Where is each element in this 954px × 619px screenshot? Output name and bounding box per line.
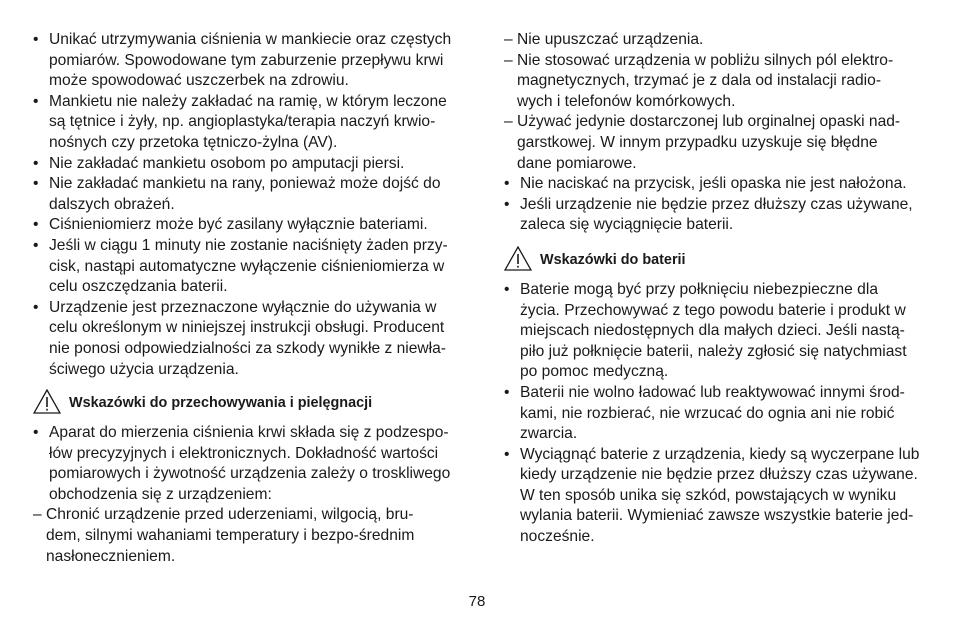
text-line: Mankietu nie należy zakładać na ramię, w którym leczone (49, 92, 447, 110)
text-line: Baterii nie wolno ładować lub reaktywować innymi środ- (520, 383, 905, 401)
text-line: Używać jedynie dostarczonej lub orginalnej opaski nad- (517, 113, 901, 131)
text-line: życia. Przechowywać z tego powodu baterie i produkt w (520, 301, 906, 319)
battery-heading-text: Wskazówki do baterii (540, 251, 686, 268)
text-line: cisk, nastąpi automatyczne wyłączenie ciśnieniomierza w (49, 257, 445, 275)
dash-mark: – (504, 31, 513, 48)
left-bullets-top (33, 30, 466, 380)
dash-mark: – (33, 506, 42, 524)
text-line: dem, silnymi wahaniami temperatury i bezpo-średnim (46, 527, 415, 545)
bullet-item (504, 174, 922, 195)
text-line: zwarcia. (520, 425, 578, 443)
text-line: Nie upuszczać urządzenia. (517, 31, 704, 48)
text-line: obchodzenia się z urządzeniem: (49, 485, 272, 503)
bullet-mark: • (504, 175, 510, 193)
dash-item (504, 30, 922, 51)
bullet-mark: • (33, 175, 39, 193)
dash-mark: – (504, 113, 513, 131)
text-line: łów precyzyjnych i elektronicznych. Dokładność wartości (49, 444, 439, 462)
bullet-mark: • (504, 445, 510, 463)
bullet-item (504, 445, 922, 548)
bullet-mark: • (33, 216, 39, 234)
text-line: pomiarów. Spowodowane tym zaburzenie przepływu krwi (49, 51, 444, 69)
text-line: Aparat do mierzenia ciśnienia krwi składa się z podzespo- (49, 424, 449, 442)
battery-heading (504, 245, 922, 271)
text-line: Unikać utrzymywania ciśnienia w mankiecie oraz częstych (49, 31, 452, 48)
text-line: Jeśli urządzenie nie będzie przez dłuższy czas używane, (520, 195, 913, 213)
text-line: Nie naciskać na przycisk, jeśli opaska nie jest nałożona. (520, 175, 907, 193)
text-line: garstkowej. W innym przypadku uzyskuje się błędne (517, 133, 878, 151)
dash-item (504, 51, 922, 113)
text-line: pomiarowych i żywotność urządzenia zależy o troskliwego (49, 465, 451, 483)
left-bullets-bottom (33, 423, 466, 505)
text-line: ściwego użycia urządzenia. (49, 360, 239, 378)
bullet-item (33, 174, 466, 215)
warning-icon (504, 246, 532, 271)
right-bullets-top (504, 174, 922, 236)
text-line: celu określonym w niniejszej instrukcji obsługi. Producent (49, 319, 445, 337)
bullet-mark: • (33, 31, 39, 48)
text-line: kami, nie rozbierać, nie wrzucać do ognia ani nie robić (520, 404, 895, 422)
text-line: miejscach niedostępnych dla małych dzieci. Jeśli nastą- (520, 322, 905, 340)
text-line: kiedy urządzenie nie będzie przez dłuższy czas używane. (520, 466, 918, 484)
text-line: Ciśnieniomierz może być zasilany wyłącznie bateriami. (49, 216, 428, 234)
bullet-item (33, 30, 466, 92)
bullet-item (33, 92, 466, 154)
bullet-mark: • (33, 236, 39, 254)
text-line: magnetycznych, trzymać je z dala od instalacji radio- (517, 72, 882, 90)
text-line: wylania baterii. Wymieniać zawsze wszystkie baterie jed- (520, 507, 914, 525)
storage-care-heading (33, 388, 466, 414)
bullet-item (33, 423, 466, 505)
text-line: wych i telefonów komórkowych. (517, 92, 736, 110)
text-line: Jeśli w ciągu 1 minuty nie zostanie naciśnięty żaden przy- (49, 236, 448, 254)
bullet-item (33, 236, 466, 298)
text-line: Nie zakładać mankietu osobom po amputacji piersi. (49, 154, 405, 172)
text-line: celu oszczędzania baterii. (49, 278, 228, 296)
text-line: Wyciągnąć baterie z urządzenia, kiedy są wyczerpane lub (520, 445, 920, 463)
bullet-mark: • (33, 298, 39, 316)
text-line: zaleca się wyciągnięcie baterii. (520, 216, 734, 234)
page-number: 78 (468, 593, 486, 610)
bullet-item (504, 195, 922, 236)
text-line: są tętnice i żyły, np. angioplastyka/terapia naczyń krwio- (49, 113, 436, 131)
text-line: po pomoc medyczną. (520, 363, 669, 381)
bullet-item (504, 280, 922, 383)
bullet-mark: • (33, 154, 39, 172)
text-line: nośnych czy przetoka tętniczo-żylna (AV). (49, 133, 338, 151)
text-line: Nie stosować urządzenia w pobliżu silnych pól elektro- (517, 51, 894, 69)
dash-mark: – (504, 51, 513, 69)
left-column (33, 30, 466, 567)
warning-icon (33, 389, 61, 414)
dash-item (504, 112, 922, 174)
bullet-mark: • (504, 280, 510, 298)
text-line: Chronić urządzenie przed uderzeniami, wilgocią, bru- (46, 506, 414, 524)
bullet-item (33, 298, 466, 380)
text-line: W ten sposób unika się szkód, powstających w wyniku (520, 486, 897, 504)
bullet-mark: • (33, 92, 39, 110)
right-column (504, 30, 922, 548)
text-line: Nie zakładać mankietu na rany, ponieważ może dojść do (49, 175, 441, 193)
text-line: nasłonecznieniem. (46, 547, 176, 565)
right-bullets-bottom (504, 280, 922, 548)
bullet-mark: • (33, 424, 39, 442)
text-line: nocześnie. (520, 528, 595, 546)
bullet-item (33, 154, 466, 175)
storage-care-heading-text: Wskazówki do przechowywania i pielęgnacji (69, 395, 373, 412)
bullet-mark: • (504, 383, 510, 401)
bullet-mark: • (504, 195, 510, 213)
text-line: Urządzenie jest przeznaczone wyłącznie do używania w (49, 298, 437, 316)
text-line: dane pomiarowe. (517, 154, 637, 172)
bullet-item (33, 215, 466, 236)
text-line: piło już połknięcie baterii, należy zgłosić się natychmiast (520, 342, 907, 360)
right-dashes (504, 30, 922, 174)
text-line: nie ponosi odpowiedzialności za szkody wynikłe z niewła- (49, 339, 446, 357)
text-line: Baterie mogą być przy połknięciu niebezpieczne dla (520, 280, 878, 298)
bullet-item (504, 383, 922, 445)
text-line: dalszych obrażeń. (49, 195, 175, 213)
text-line: może spowodować uszczerbek na zdrowiu. (49, 72, 349, 90)
left-dashes (33, 505, 466, 567)
dash-item (33, 505, 466, 567)
